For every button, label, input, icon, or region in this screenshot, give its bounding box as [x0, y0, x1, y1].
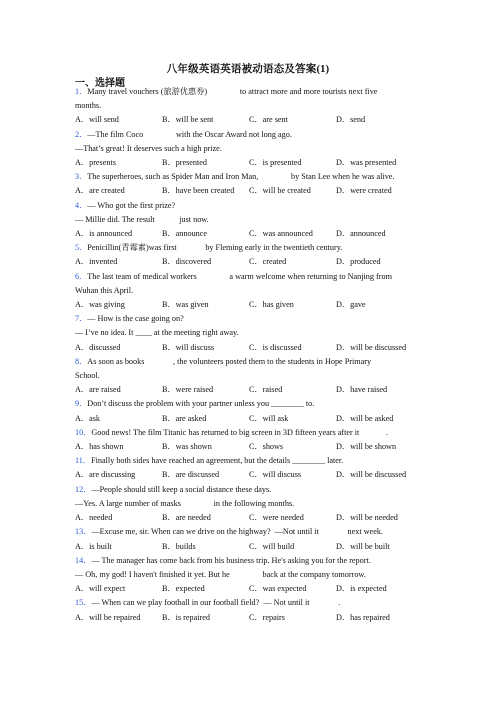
answer-options	[75, 540, 425, 554]
answer-option[interactable]: C．will ask	[249, 413, 289, 423]
question-text: —That’s great! It deserves such a high prize.	[75, 143, 222, 153]
question-text: Good news! The film Titanic has returned to big screen in 3D fifteen years after it .	[91, 427, 388, 437]
answer-options	[75, 511, 425, 525]
question-text-line	[75, 284, 425, 298]
question-item	[75, 270, 425, 313]
answer-option[interactable]: A．ask	[75, 413, 101, 423]
question-text-line	[75, 426, 425, 440]
question-item	[75, 525, 425, 553]
question-number: 12．	[75, 484, 92, 494]
answer-option[interactable]: D．have raised	[336, 385, 388, 395]
answer-option[interactable]: D．will be discussed	[336, 342, 407, 352]
answer-option[interactable]: C．repairs	[249, 612, 285, 622]
question-item	[75, 554, 425, 597]
answer-options	[75, 156, 425, 170]
question-text: — I’ve no idea. It ____ at the meeting right away.	[75, 328, 239, 338]
question-number: 9．	[75, 399, 88, 409]
question-item	[75, 454, 425, 482]
answer-option[interactable]: D．announced	[336, 229, 386, 239]
answer-option[interactable]: B．announce	[162, 229, 208, 239]
question-text-line	[75, 142, 425, 156]
question-text-line	[75, 312, 425, 326]
answer-options	[75, 412, 425, 426]
answer-option[interactable]: B．are needed	[162, 513, 211, 523]
question-item	[75, 85, 425, 128]
answer-option[interactable]: A．are discussing	[75, 470, 136, 480]
question-text: —The film Coco with the Oscar Award not long ago.	[87, 129, 292, 139]
answer-option[interactable]: B．will discuss	[162, 342, 215, 352]
question-number: 5．	[75, 243, 88, 253]
question-text-line	[75, 170, 425, 184]
question-text-line	[75, 99, 425, 113]
question-text: months.	[75, 101, 102, 111]
answer-option[interactable]: D．will be discussed	[336, 470, 407, 480]
question-item	[75, 426, 425, 454]
answer-option[interactable]: B．discovered	[162, 257, 212, 267]
answer-option[interactable]: D．was presented	[336, 158, 397, 168]
question-text-line	[75, 454, 425, 468]
section-heading: 一、选择题	[75, 78, 125, 89]
answer-option[interactable]: B．was shown	[162, 442, 212, 452]
answer-options	[75, 468, 425, 482]
answer-options	[75, 255, 425, 269]
answer-option[interactable]: D．gave	[336, 300, 366, 310]
question-text-line	[75, 199, 425, 213]
question-number: 11．	[75, 456, 92, 466]
question-text: —Yes. A large number of masks in the following months.	[75, 498, 295, 508]
answer-option[interactable]: B．was given	[162, 300, 209, 310]
question-number: 14．	[75, 555, 92, 565]
question-text-line	[75, 270, 425, 284]
answer-option[interactable]: D．send	[336, 115, 366, 125]
question-text: — How is the case going on?	[87, 314, 184, 324]
question-text-line	[75, 128, 425, 142]
question-item	[75, 312, 425, 355]
question-text-line	[75, 568, 425, 582]
answer-option[interactable]: B．will be sent	[162, 115, 214, 125]
answer-option[interactable]: B．expected	[162, 584, 205, 594]
answer-option[interactable]: A．is built	[75, 541, 112, 551]
answer-option[interactable]: C．raised	[249, 385, 283, 395]
answer-options	[75, 383, 425, 397]
question-text-line	[75, 213, 425, 227]
question-text-line	[75, 355, 425, 369]
question-text: —People should still keep a social distance these days.	[91, 484, 272, 494]
answer-option[interactable]: C．are sent	[249, 115, 288, 125]
question-text: Don’t discuss the problem with your partner unless you ________ to.	[87, 399, 315, 409]
answer-option[interactable]: B．were raised	[162, 385, 214, 395]
question-number: 1．	[75, 87, 88, 96]
question-text: Wuhan this April.	[75, 285, 134, 295]
question-text: — Oh, my god! I haven't finished it yet. But he back at the company tomorrow.	[75, 569, 366, 579]
answer-option[interactable]: D．has repaired	[336, 612, 390, 622]
question-text-line	[75, 483, 425, 497]
question-text: School.	[75, 371, 100, 381]
question-text: The superheroes, such as Spider Man and Iron Man, by Stan Lee when he was alive.	[87, 172, 395, 182]
answer-option[interactable]: C．is discussed	[249, 342, 302, 352]
answer-option[interactable]: A．presents	[75, 158, 116, 168]
answer-option[interactable]: C．shows	[249, 442, 284, 452]
answer-options	[75, 184, 425, 198]
question-text: — Who got the first prize?	[87, 200, 176, 210]
answer-option[interactable]: D．were created	[336, 186, 392, 196]
question-text: —Excuse me, sir. When can we drive on the highway? —Not until it next week.	[91, 527, 383, 537]
question-item	[75, 241, 425, 269]
answer-option[interactable]: D．will be asked	[336, 413, 394, 423]
question-text-line	[75, 369, 425, 383]
answer-option[interactable]: A．was giving	[75, 300, 125, 310]
question-number: 10．	[75, 427, 92, 437]
question-item	[75, 128, 425, 171]
question-text: The last team of medical workers a warm welcome when returning to Nanjing from	[87, 271, 392, 281]
question-text-line	[75, 554, 425, 568]
question-number: 13．	[75, 527, 92, 537]
question-number: 4．	[75, 200, 88, 210]
answer-option[interactable]: A．are created	[75, 186, 125, 196]
answer-option[interactable]: A．needed	[75, 513, 113, 523]
question-text-line	[75, 525, 425, 539]
answer-option[interactable]: B．is repaired	[162, 612, 210, 622]
question-list	[75, 85, 425, 625]
question-item	[75, 397, 425, 425]
answer-options	[75, 227, 425, 241]
question-text: Penicillin(青霉素)was first by Fleming early in the twentieth century.	[87, 243, 343, 253]
answer-option[interactable]: A．has shown	[75, 442, 124, 452]
answer-option[interactable]: C．will build	[249, 541, 295, 551]
page-title: 八年级英语英语被动语态及答案(1)	[166, 64, 330, 75]
question-text: Finally both sides have reached an agreement, but the details ________ later.	[91, 456, 344, 466]
question-text-line	[75, 326, 425, 340]
answer-options	[75, 611, 425, 625]
question-text-line	[75, 241, 425, 255]
question-text: Many travel vouchers (旅游优惠券) to attract more and more tourists next five	[87, 87, 378, 96]
answer-option[interactable]: A．is announced	[75, 229, 133, 239]
question-item	[75, 170, 425, 198]
answer-option[interactable]: B．are asked	[162, 413, 207, 423]
question-number: 2．	[75, 129, 88, 139]
answer-option[interactable]: C．created	[249, 257, 287, 267]
answer-option[interactable]: C．is presented	[249, 158, 302, 168]
question-item	[75, 596, 425, 624]
answer-option[interactable]: A．will expect	[75, 584, 126, 594]
answer-option[interactable]: D．will be built	[336, 541, 390, 551]
answer-option[interactable]: C．will discuss	[249, 470, 302, 480]
answer-options	[75, 298, 425, 312]
answer-option[interactable]: A．discussed	[75, 342, 121, 352]
question-text-line	[75, 397, 425, 411]
answer-option[interactable]: D．will be needed	[336, 513, 398, 523]
question-text: As soon as books , the volunteers posted them to the students in Hope Primary	[87, 356, 372, 366]
answer-option[interactable]: C．will be created	[249, 186, 311, 196]
answer-option[interactable]: B．builds	[162, 541, 196, 551]
answer-option[interactable]: C．was announced	[249, 229, 313, 239]
question-number: 15．	[75, 598, 92, 608]
answer-option[interactable]: D．produced	[336, 257, 381, 267]
question-text-line	[75, 497, 425, 511]
answer-options	[75, 440, 425, 454]
answer-option[interactable]: B．presented	[162, 158, 208, 168]
question-item	[75, 199, 425, 242]
answer-option[interactable]: B．have been created	[162, 186, 235, 196]
question-item	[75, 355, 425, 398]
answer-option[interactable]: C．were needed	[249, 513, 304, 523]
answer-option[interactable]: A．will send	[75, 115, 119, 125]
question-number: 7．	[75, 314, 88, 324]
question-text: — The manager has come back from his business trip. He's asking you for the report.	[91, 555, 371, 565]
answer-option[interactable]: A．invented	[75, 257, 118, 267]
answer-option[interactable]: C．was expected	[249, 584, 307, 594]
answer-options	[75, 582, 425, 596]
question-item	[75, 483, 425, 526]
question-number: 3．	[75, 172, 88, 182]
answer-option[interactable]: A．are raised	[75, 385, 121, 395]
answer-option[interactable]: B．are discussed	[162, 470, 220, 480]
question-number: 6．	[75, 271, 88, 281]
answer-option[interactable]: C．has given	[249, 300, 294, 310]
answer-option[interactable]: D．is expected	[336, 584, 387, 594]
question-number: 8．	[75, 356, 88, 366]
answer-options	[75, 341, 425, 355]
answer-option[interactable]: D．will be shown	[336, 442, 397, 452]
answer-option[interactable]: A．will be repaired	[75, 612, 141, 622]
question-text: — When can we play football in our football field? — Not until it .	[91, 598, 341, 608]
question-text-line	[75, 596, 425, 610]
question-text: — Millie did. The result just now.	[75, 214, 209, 224]
question-text-line	[75, 85, 425, 99]
answer-options	[75, 113, 425, 127]
